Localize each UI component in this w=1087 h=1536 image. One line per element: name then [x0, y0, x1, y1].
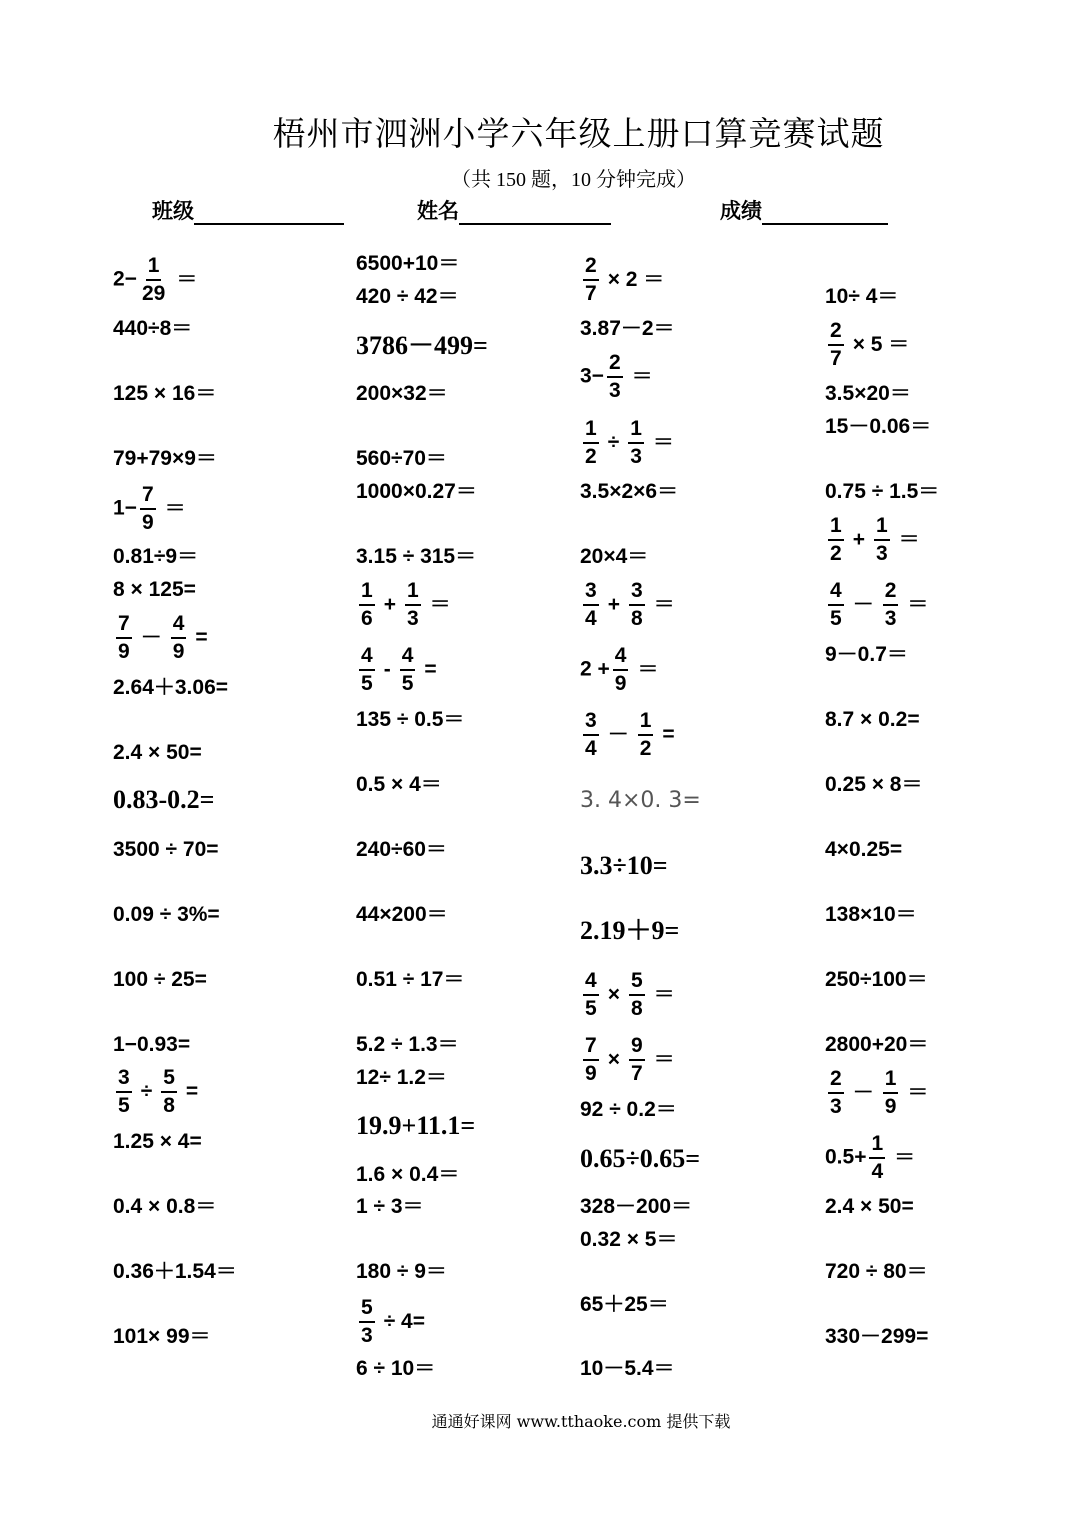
footer-source: 通通好课网 www.tthaoke.com 提供下载	[431, 1412, 731, 1431]
problem: 101× 99＝	[113, 1325, 211, 1348]
problem: 0.51 ÷ 17＝	[356, 968, 465, 991]
name-blank[interactable]	[459, 199, 611, 225]
problem: 0.75 ÷ 1.5＝	[825, 480, 940, 503]
problem: 65＋25＝	[580, 1293, 669, 1316]
problem: $\frac{2}{3}$ － $\frac{1}{9}$ ＝	[830, 1067, 929, 1118]
problem: 560÷70＝	[356, 447, 447, 470]
name-field	[417, 195, 611, 225]
problem: 3.3÷10=	[580, 851, 668, 880]
problem: 10÷ 4＝	[825, 285, 899, 308]
problem: 1000×0.27＝	[356, 480, 477, 503]
problem: 20×4＝	[580, 545, 649, 568]
problem: 1.6 × 0.4＝	[356, 1163, 460, 1186]
score-label: 成绩	[720, 199, 762, 223]
problem: 3.15 ÷ 315＝	[356, 545, 477, 568]
problem: $\frac{1}{6}$ + $\frac{1}{3}$ ＝	[361, 579, 451, 630]
problem: 2.64＋3.06=	[113, 676, 229, 699]
problem: 0.32 × 5＝	[580, 1228, 678, 1251]
problem: 420 ÷ 42＝	[356, 285, 459, 308]
problem: 1 ÷ 3＝	[356, 1195, 424, 1218]
problem: 180 ÷ 9＝	[356, 1260, 447, 1283]
problem: 3500 ÷ 70=	[113, 838, 219, 861]
problem: 0.36＋1.54＝	[113, 1260, 237, 1283]
problem: 0.25 × 8＝	[825, 773, 923, 796]
problem: 92 ÷ 0.2＝	[580, 1098, 677, 1121]
score-field	[720, 195, 888, 225]
problem: 4×0.25=	[825, 838, 903, 861]
problem: 250÷100＝	[825, 968, 928, 991]
problem: $\frac{7}{9}$ － $\frac{4}{9}$ =	[118, 612, 208, 663]
problem: 2.4 × 50=	[825, 1195, 914, 1218]
problem: 0.83-0.2=	[113, 785, 215, 814]
class-label: 班级	[152, 199, 194, 223]
problem: 79+79×9＝	[113, 447, 217, 470]
problem: 2 + $\frac{4}{9}$ ＝	[580, 644, 659, 695]
problem: 100 ÷ 25=	[113, 968, 207, 991]
problem: 15－0.06＝	[825, 415, 932, 438]
problem: 9－0.7＝	[825, 643, 908, 666]
problem: 3.5×2×6＝	[580, 480, 679, 503]
class-blank[interactable]	[194, 199, 344, 225]
problem: 12÷ 1.2＝	[356, 1066, 447, 1089]
problem: $\frac{7}{9}$ × $\frac{9}{7}$ ＝	[585, 1034, 675, 1085]
problem: $\frac{4}{5}$ × $\frac{5}{8}$ ＝	[585, 969, 675, 1020]
problem: 2.19＋9=	[580, 916, 680, 945]
score-blank[interactable]	[762, 199, 888, 225]
problem: 8.7 × 0.2=	[825, 708, 920, 731]
problem: 6 ÷ 10＝	[356, 1357, 436, 1380]
problem: $\frac{1}{2}$ + $\frac{1}{3}$ ＝	[830, 514, 920, 565]
name-label: 姓名	[417, 199, 459, 223]
problem: 0.81÷9＝	[113, 545, 199, 568]
problem: 200×32＝	[356, 382, 448, 405]
class-field	[152, 195, 344, 225]
problem: 135 ÷ 0.5＝	[356, 708, 465, 731]
problem: 3− $\frac{2}{3}$ ＝	[580, 351, 653, 402]
problem: 0.65÷0.65=	[580, 1144, 701, 1173]
problem: $\frac{5}{3}$ ÷ 4=	[361, 1296, 425, 1347]
problem: 2.4 × 50=	[113, 741, 202, 764]
problem: 0.09 ÷ 3%=	[113, 903, 220, 926]
problem: $\frac{4}{5}$ － $\frac{2}{3}$ ＝	[830, 579, 929, 630]
problem: 0.5+ $\frac{1}{4}$ ＝	[825, 1132, 916, 1183]
problem: 440÷8＝	[113, 317, 193, 340]
problem: 125 × 16＝	[113, 382, 217, 405]
problem: 720 ÷ 80＝	[825, 1260, 928, 1283]
problem: 3.87－2＝	[580, 317, 675, 340]
problem: 0.5 × 4＝	[356, 773, 442, 796]
problem: 44×200＝	[356, 903, 448, 926]
page-title: 梧州市泗洲小学六年级上册口算竞赛试题	[272, 114, 885, 153]
problem: 10－5.4＝	[580, 1357, 675, 1380]
problem: 330－299=	[825, 1325, 929, 1348]
problem: 1− $\frac{7}{9}$ ＝	[113, 483, 186, 534]
problem: 240÷60＝	[356, 838, 447, 861]
problem: $\frac{3}{4}$ － $\frac{1}{2}$ =	[585, 709, 675, 760]
problem: 3. 4×0. 3=	[580, 788, 701, 813]
problem: 8 × 125=	[113, 578, 196, 601]
problem: $\frac{4}{5}$ - $\frac{4}{5}$ =	[361, 644, 437, 695]
problem: $\frac{2}{7}$ × 5 ＝	[830, 319, 910, 370]
problem: 3.5×20＝	[825, 382, 911, 405]
problem: $\frac{3}{5}$ ÷ $\frac{5}{8}$ =	[118, 1066, 199, 1117]
problem: 138×10＝	[825, 903, 917, 926]
problem: 2− $\frac{1}{29}$ ＝	[113, 254, 198, 305]
problem: 2800+20＝	[825, 1033, 929, 1056]
problem: 19.9+11.1=	[356, 1111, 476, 1140]
problem: 0.4 × 0.8＝	[113, 1195, 217, 1218]
page-subtitle: （共 150 题，10 分钟完成）	[451, 169, 696, 191]
problem: 6500+10＝	[356, 252, 460, 275]
problem: 1−0.93=	[113, 1033, 191, 1056]
problem: $\frac{3}{4}$ + $\frac{3}{8}$ ＝	[585, 579, 675, 630]
problem: $\frac{1}{2}$ ÷ $\frac{1}{3}$ ＝	[585, 417, 674, 468]
problem: 5.2 ÷ 1.3＝	[356, 1033, 459, 1056]
problem: 328－200＝	[580, 1195, 693, 1218]
problem: 3786－499=	[356, 331, 488, 360]
problem: $\frac{2}{7}$ × 2 ＝	[585, 254, 665, 305]
problem: 1.25 × 4=	[113, 1130, 202, 1153]
